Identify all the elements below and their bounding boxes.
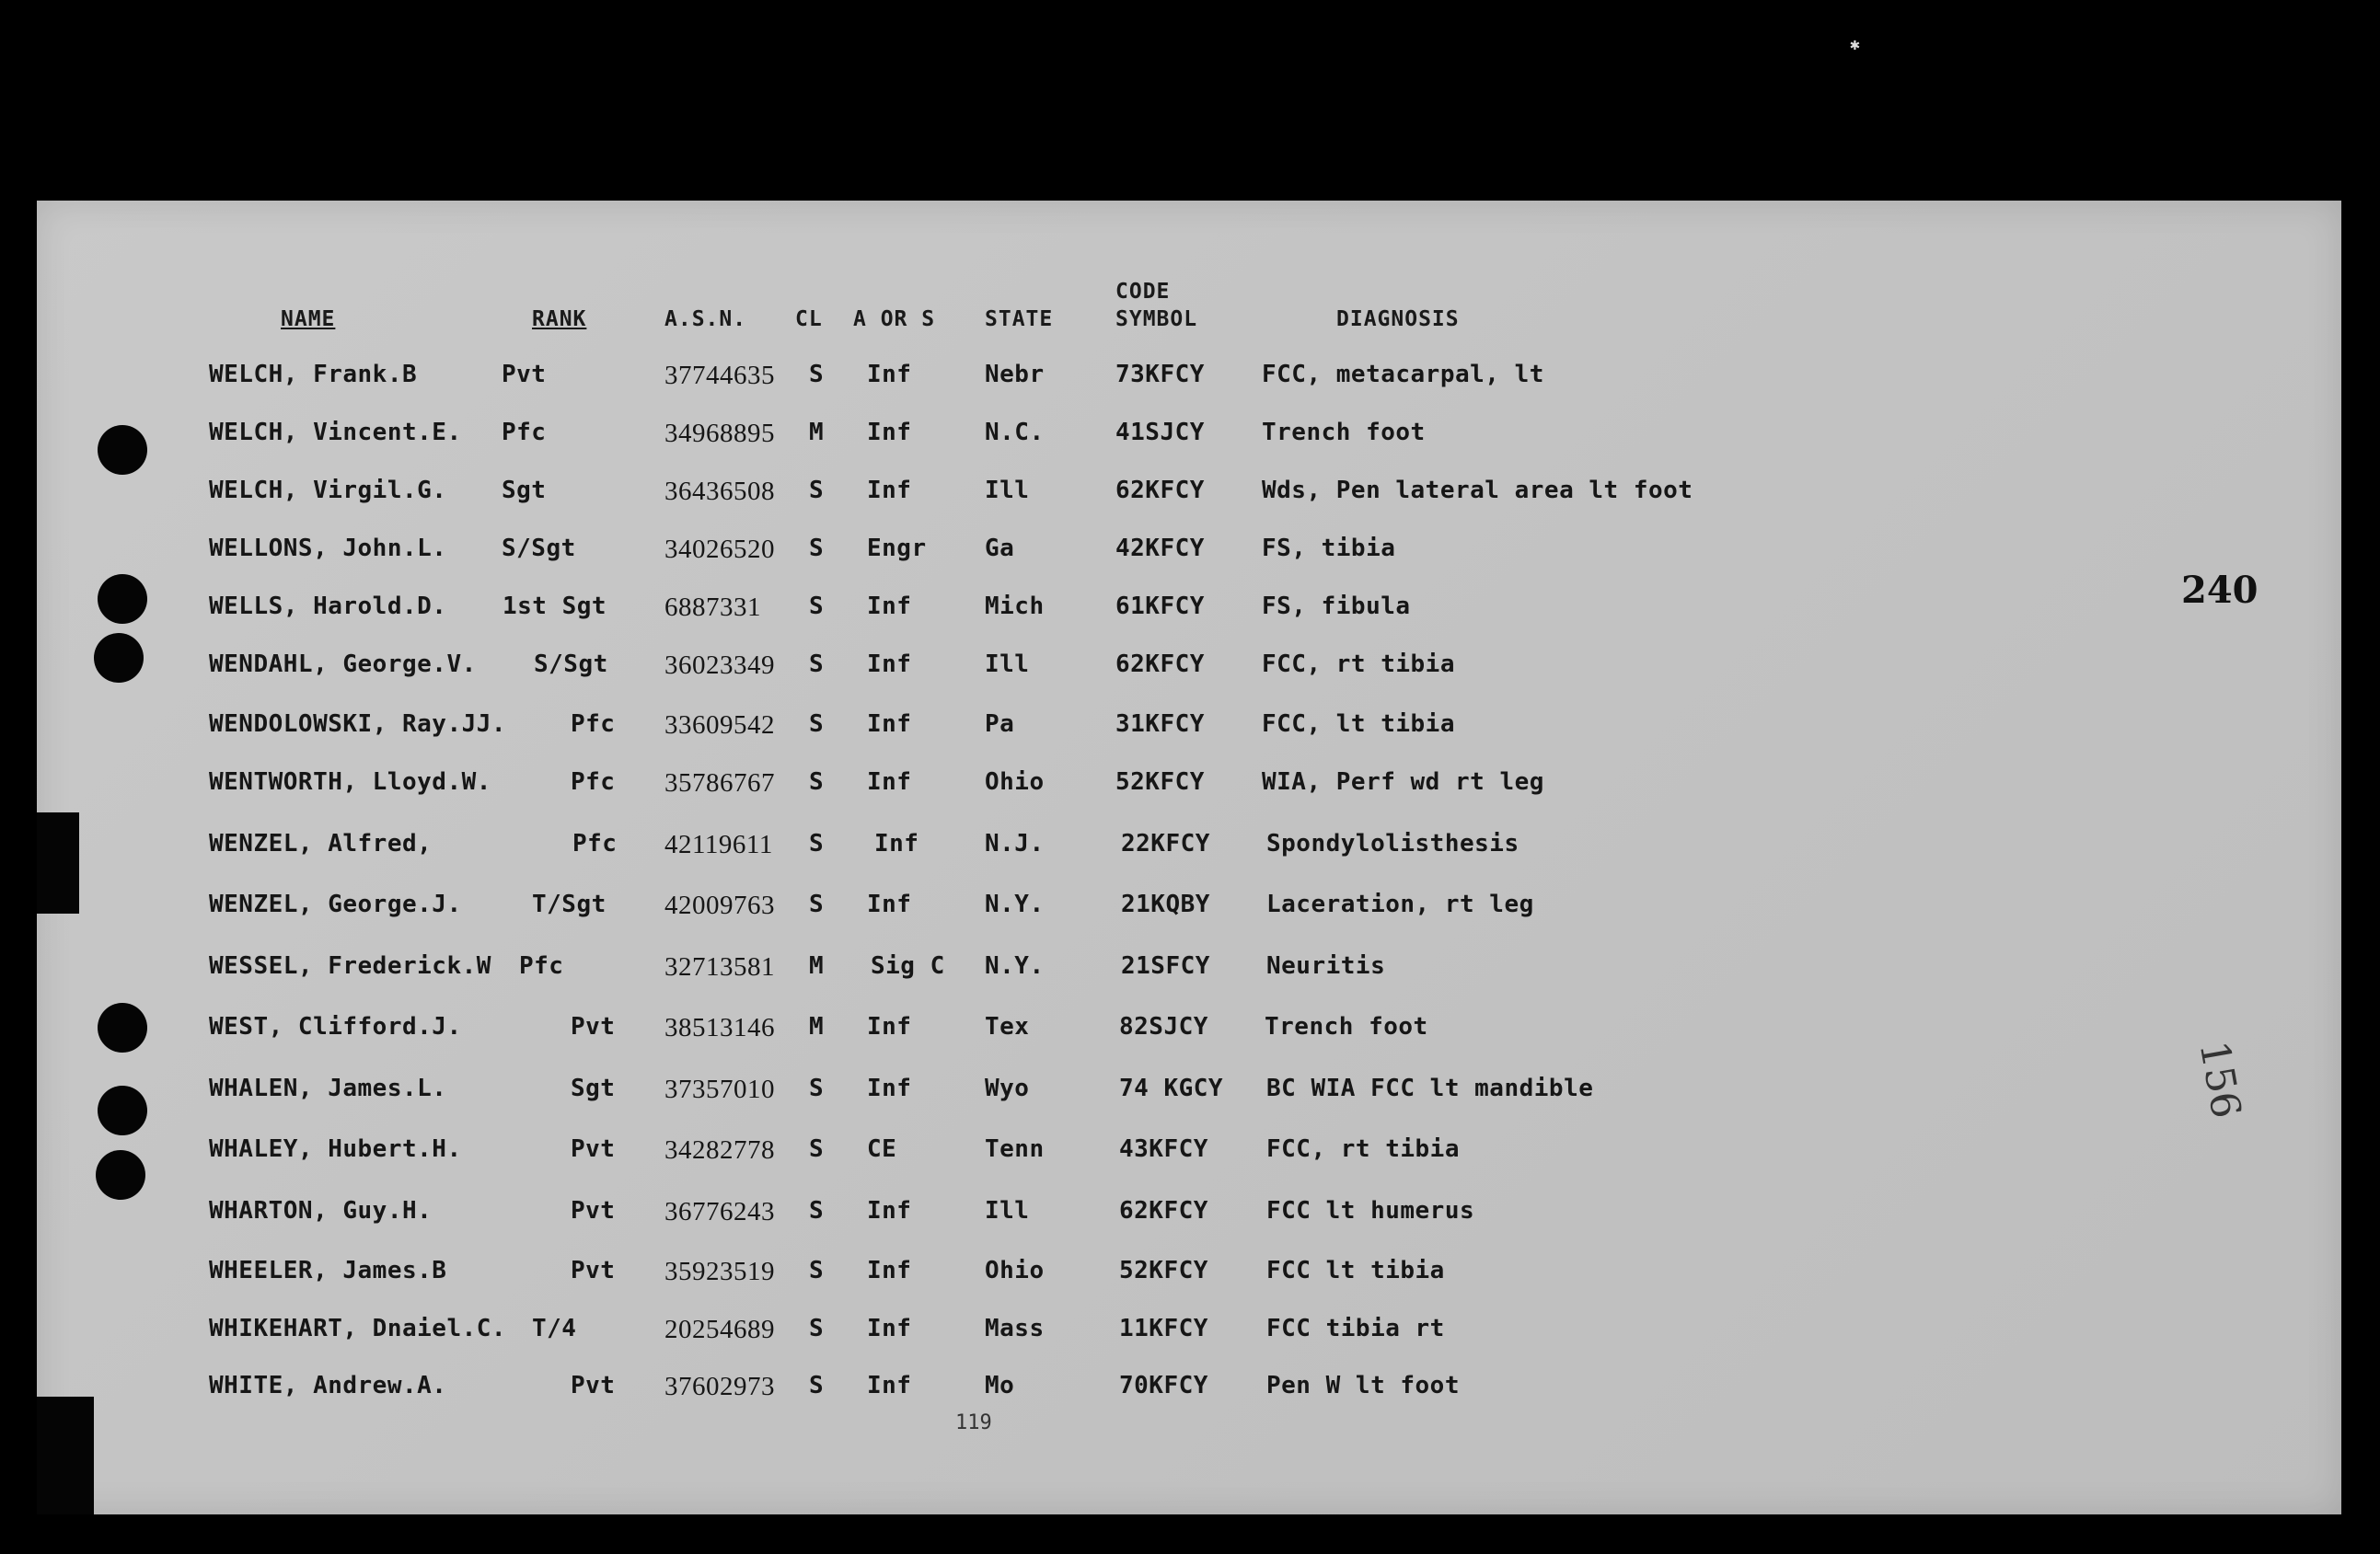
cell-arm: Inf [867, 361, 912, 388]
cell-diagnosis: Trench foot [1265, 1013, 1428, 1041]
table-row [37, 593, 2341, 629]
cell-code: 62KFCY [1119, 1197, 1208, 1225]
cell-arm: CE [867, 1135, 897, 1163]
page-number: 240 [2181, 569, 2259, 612]
table-row [37, 419, 2341, 455]
cell-name: WESSEL, Frederick.W [209, 952, 491, 980]
cell-rank: S/Sgt [534, 650, 608, 678]
cell-state: Ohio [985, 768, 1045, 796]
cell-arm: Inf [867, 710, 912, 738]
cell-rank: Pvt [571, 1257, 616, 1284]
torn-edge [37, 1397, 94, 1514]
bottom-stamp: 119 [955, 1411, 992, 1434]
cell-name: WELLONS, John.L. [209, 535, 447, 562]
cell-code: 42KFCY [1115, 535, 1205, 562]
table-row [37, 1372, 2341, 1409]
cell-asn: 42119611 [664, 830, 773, 859]
cell-state: Mich [985, 593, 1045, 620]
cell-asn: 6887331 [664, 593, 761, 622]
cell-cl: S [809, 361, 825, 388]
cell-state: Ohio [985, 1257, 1045, 1284]
table-row [37, 1013, 2341, 1050]
header-code: CODE [1115, 280, 1171, 304]
cell-state: Mass [985, 1315, 1045, 1342]
cell-arm: Inf [867, 593, 912, 620]
cell-state: Pa [985, 710, 1015, 738]
cell-diagnosis: Wds, Pen lateral area lt foot [1262, 477, 1693, 504]
cell-state: N.C. [985, 419, 1045, 446]
cell-diagnosis: FCC, rt tibia [1266, 1135, 1460, 1163]
cell-arm: Inf [867, 1372, 912, 1399]
cell-code: 41SJCY [1115, 419, 1205, 446]
cell-code: 22KFCY [1121, 830, 1210, 858]
cell-cl: S [809, 593, 825, 620]
cell-asn: 35923519 [664, 1257, 775, 1286]
cell-diagnosis: FCC, rt tibia [1262, 650, 1455, 678]
cell-rank: Pfc [572, 830, 618, 858]
cell-state: Ill [985, 1197, 1030, 1225]
cell-rank: Pfc [571, 768, 616, 796]
header-asn: A.S.N. [664, 307, 747, 331]
cell-diagnosis: FS, fibula [1262, 593, 1411, 620]
table-row [37, 1315, 2341, 1352]
cell-diagnosis: FCC, lt tibia [1262, 710, 1455, 738]
cell-cl: S [809, 768, 825, 796]
cell-rank: 1st Sgt [503, 593, 607, 620]
cell-state: N.J. [985, 830, 1045, 858]
cell-rank: Sgt [502, 477, 547, 504]
cell-state: Mo [985, 1372, 1015, 1399]
header-name: NAME [281, 307, 336, 331]
table-row [37, 768, 2341, 805]
cell-name: WHEELER, James.B [209, 1257, 447, 1284]
cell-code: 73KFCY [1115, 361, 1205, 388]
margin-note: 156 [2189, 1037, 2250, 1122]
cell-rank: T/Sgt [532, 891, 607, 918]
cell-code: 62KFCY [1115, 477, 1205, 504]
cell-name: WENTWORTH, Lloyd.W. [209, 768, 491, 796]
cell-code: 61KFCY [1115, 593, 1205, 620]
cell-code: 31KFCY [1115, 710, 1205, 738]
cell-asn: 42009763 [664, 891, 775, 920]
table-row [37, 830, 2341, 867]
cell-asn: 37744635 [664, 361, 775, 390]
cell-code: 21KQBY [1121, 891, 1210, 918]
cell-rank: S/Sgt [502, 535, 576, 562]
cell-arm: Engr [867, 535, 927, 562]
cell-cl: S [809, 1135, 825, 1163]
cell-rank: T/4 [532, 1315, 577, 1342]
cell-cl: S [809, 891, 825, 918]
cell-state: Ga [985, 535, 1015, 562]
cell-state: Ill [985, 477, 1030, 504]
table-row [37, 361, 2341, 397]
record-sheet [37, 201, 2341, 1514]
table-row [37, 1197, 2341, 1234]
cell-diagnosis: FCC lt humerus [1266, 1197, 1475, 1225]
cell-rank: Sgt [571, 1075, 616, 1102]
cell-code: 70KFCY [1119, 1372, 1208, 1399]
cell-asn: 34282778 [664, 1135, 775, 1165]
cell-name: WEST, Clifford.J. [209, 1013, 462, 1041]
cell-cl: M [809, 952, 825, 980]
cell-arm: Inf [867, 419, 912, 446]
cell-asn: 34026520 [664, 535, 775, 564]
cell-state: Tenn [985, 1135, 1045, 1163]
cell-name: WENZEL, George.J. [209, 891, 462, 918]
cell-diagnosis: WIA, Perf wd rt leg [1262, 768, 1544, 796]
cell-state: Nebr [985, 361, 1045, 388]
cell-cl: S [809, 1315, 825, 1342]
table-row [37, 1075, 2341, 1111]
speck-mark: ✱ [1850, 35, 1860, 54]
cell-arm: Inf [867, 1315, 912, 1342]
cell-name: WHALEN, James.L. [209, 1075, 447, 1102]
cell-code: 43KFCY [1119, 1135, 1208, 1163]
cell-cl: M [809, 1013, 825, 1041]
cell-diagnosis: FCC, metacarpal, lt [1262, 361, 1544, 388]
cell-diagnosis: BC WIA FCC lt mandible [1266, 1075, 1594, 1102]
cell-asn: 34968895 [664, 419, 775, 448]
table-row [37, 1135, 2341, 1172]
header-rank: RANK [532, 307, 587, 331]
cell-name: WHIKEHART, Dnaiel.C. [209, 1315, 507, 1342]
cell-arm: Inf [867, 1013, 912, 1041]
cell-cl: S [809, 1075, 825, 1102]
table-row [37, 710, 2341, 747]
cell-rank: Pvt [502, 361, 547, 388]
cell-asn: 36436508 [664, 477, 775, 506]
table-row [37, 952, 2341, 989]
cell-state: N.Y. [985, 952, 1045, 980]
cell-diagnosis: FCC tibia rt [1266, 1315, 1445, 1342]
cell-name: WENDOLOWSKI, Ray.JJ. [209, 710, 507, 738]
cell-cl: S [809, 535, 825, 562]
cell-state: N.Y. [985, 891, 1045, 918]
cell-diagnosis: Trench foot [1262, 419, 1426, 446]
cell-state: Tex [985, 1013, 1030, 1041]
cell-arm: Inf [867, 768, 912, 796]
cell-name: WENZEL, Alfred, [209, 830, 433, 858]
cell-arm: Inf [867, 650, 912, 678]
cell-arm: Inf [867, 1257, 912, 1284]
table-row [37, 1257, 2341, 1294]
cell-rank: Pvt [571, 1372, 616, 1399]
table-row [37, 650, 2341, 687]
cell-name: WHARTON, Guy.H. [209, 1197, 433, 1225]
cell-asn: 32713581 [664, 952, 775, 982]
cell-arm: Sig C [871, 952, 945, 980]
header-cl: CL [795, 307, 823, 331]
cell-asn: 36776243 [664, 1197, 775, 1226]
cell-state: Wyo [985, 1075, 1030, 1102]
cell-diagnosis: FCC lt tibia [1266, 1257, 1445, 1284]
cell-cl: S [809, 1372, 825, 1399]
table-row [37, 477, 2341, 513]
table-row [37, 535, 2341, 571]
table-row [37, 891, 2341, 927]
header-state: STATE [985, 307, 1054, 331]
cell-name: WELCH, Frank.B [209, 361, 418, 388]
cell-code: 21SFCY [1121, 952, 1210, 980]
header-symbol: SYMBOL [1115, 307, 1198, 331]
cell-name: WHALEY, Hubert.H. [209, 1135, 462, 1163]
cell-diagnosis: Neuritis [1266, 952, 1386, 980]
cell-cl: M [809, 419, 825, 446]
header-diagnosis: DIAGNOSIS [1336, 307, 1460, 331]
cell-cl: S [809, 830, 825, 858]
cell-diagnosis: Spondylolisthesis [1266, 830, 1519, 858]
cell-diagnosis: Pen W lt foot [1266, 1372, 1460, 1399]
cell-rank: Pfc [571, 710, 616, 738]
cell-asn: 37357010 [664, 1075, 775, 1104]
cell-asn: 35786767 [664, 768, 775, 798]
cell-asn: 37602973 [664, 1372, 775, 1401]
cell-asn: 36023349 [664, 650, 775, 680]
cell-rank: Pvt [571, 1197, 616, 1225]
cell-name: WENDAHL, George.V. [209, 650, 477, 678]
cell-code: 74 KGCY [1119, 1075, 1224, 1102]
cell-asn: 38513146 [664, 1013, 775, 1042]
cell-name: WHITE, Andrew.A. [209, 1372, 447, 1399]
cell-cl: S [809, 1197, 825, 1225]
cell-name: WELLS, Harold.D. [209, 593, 447, 620]
cell-code: 62KFCY [1115, 650, 1205, 678]
cell-cl: S [809, 477, 825, 504]
cell-arm: Inf [867, 891, 912, 918]
cell-cl: S [809, 710, 825, 738]
cell-state: Ill [985, 650, 1030, 678]
cell-code: 11KFCY [1119, 1315, 1208, 1342]
cell-diagnosis: FS, tibia [1262, 535, 1396, 562]
cell-rank: Pfc [502, 419, 547, 446]
cell-asn: 33609542 [664, 710, 775, 740]
cell-rank: Pvt [571, 1135, 616, 1163]
cell-cl: S [809, 650, 825, 678]
cell-rank: Pfc [519, 952, 564, 980]
cell-arm: Inf [867, 1075, 912, 1102]
cell-code: 52KFCY [1115, 768, 1205, 796]
cell-cl: S [809, 1257, 825, 1284]
header-arm: A OR S [853, 307, 936, 331]
cell-name: WELCH, Virgil.G. [209, 477, 447, 504]
cell-name: WELCH, Vincent.E. [209, 419, 462, 446]
cell-code: 52KFCY [1119, 1257, 1208, 1284]
cell-arm: Inf [867, 477, 912, 504]
cell-asn: 20254689 [664, 1315, 775, 1344]
cell-rank: Pvt [571, 1013, 616, 1041]
cell-diagnosis: Laceration, rt leg [1266, 891, 1534, 918]
cell-arm: Inf [874, 830, 919, 858]
cell-code: 82SJCY [1119, 1013, 1208, 1041]
cell-arm: Inf [867, 1197, 912, 1225]
